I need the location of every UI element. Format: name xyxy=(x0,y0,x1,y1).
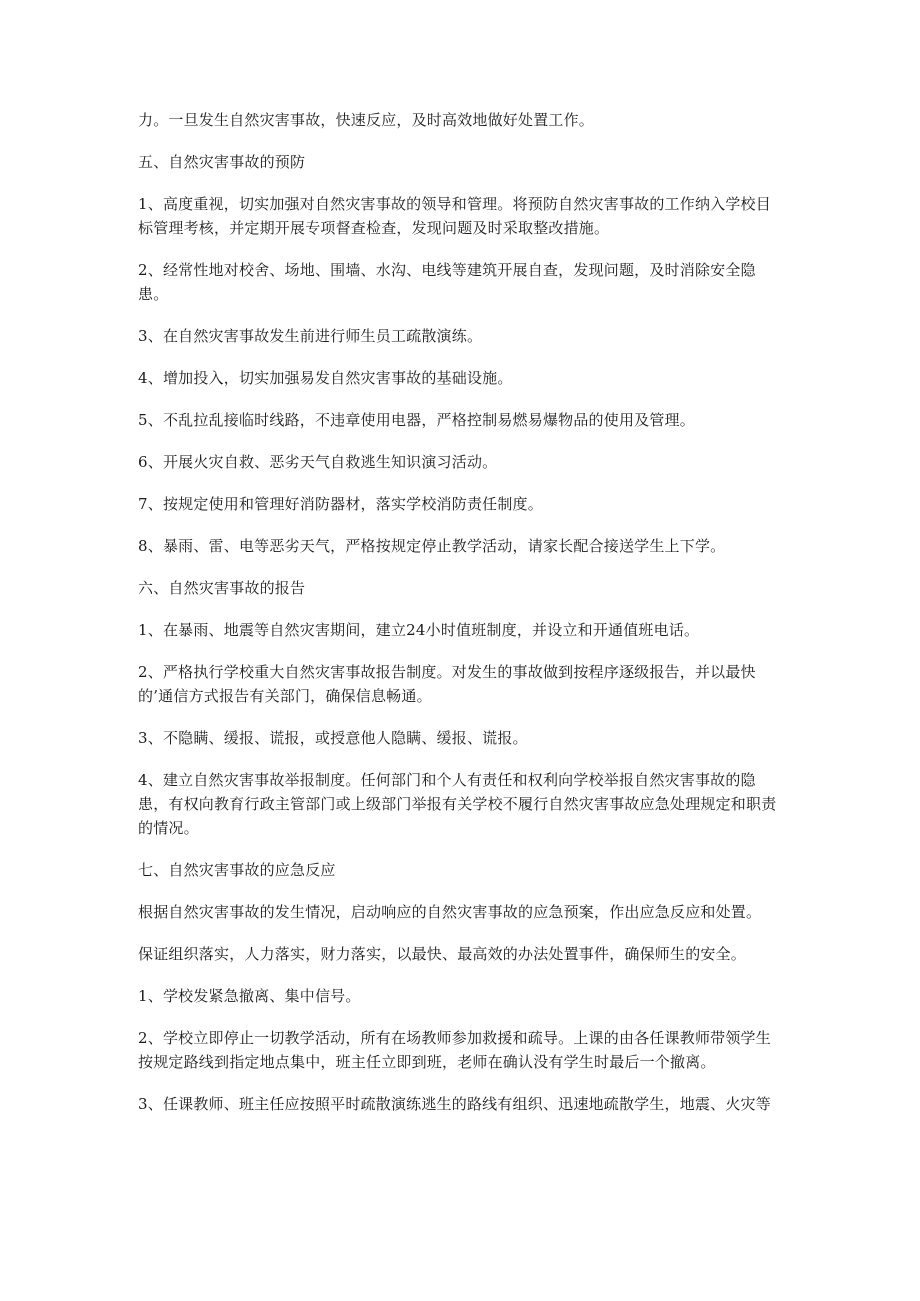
prevention-item-7: 7、按规定使用和管理好消防器材，落实学校消防责任制度。 xyxy=(138,495,543,513)
report-item-2: 2、严格执行学校重大自然灾害事故报告制度。对发生的事故做到按程序逐级报告，并以最快的’通信方式报告有关部门，确保信息畅通。 xyxy=(138,663,756,705)
document-body xyxy=(138,108,783,1134)
paragraph-continuation: 力。一旦发生自然灾害事故，快速反应，及时高效地做好处置工作。 xyxy=(138,111,595,129)
section-heading-emergency-response: 七、自然灾害事故的应急反应 xyxy=(138,861,336,879)
prevention-item-1: 1、高度重视，切实加强对自然灾害事故的领导和管理。将预防自然灾害事故的工作纳入学校目标管理考核，并定期开展专项督查检查，发现问题及时采取整改措施。 xyxy=(138,195,771,237)
emergency-intro-2: 保证组织落实，人力落实，财力落实，以最快、最高效的办法处置事件，确保师生的安全。 xyxy=(138,945,747,963)
prevention-item-3: 3、在自然灾害事故发生前进行师生员工疏散演练。 xyxy=(138,327,483,345)
report-item-4: 4、建立自然灾害事故举报制度。任何部门和个人有责任和权利向学校举报自然灾害事故的隐患，有权向教育行政主管部门或上级部门举报有关学校不履行自然灾害事故应急处理规定和职责的情况。 xyxy=(138,771,777,837)
report-item-3: 3、不隐瞒、缓报、谎报，或授意他人隐瞒、缓报、谎报。 xyxy=(138,729,528,747)
emergency-item-1: 1、学校发紧急撤离、集中信号。 xyxy=(138,987,361,1005)
emergency-intro-1: 根据自然灾害事故的发生情况，启动响应的自然灾害事故的应急预案，作出应急反应和处置。 xyxy=(138,903,762,921)
prevention-item-4: 4、增加投入，切实加强易发自然灾害事故的基础设施。 xyxy=(138,369,513,387)
prevention-item-2: 2、经常性地对校舍、场地、围墙、水沟、电线等建筑开展自查，发现问题，及时消除安全隐患。 xyxy=(138,261,756,303)
section-heading-report: 六、自然灾害事故的报告 xyxy=(138,579,306,597)
section-heading-prevention: 五、自然灾害事故的预防 xyxy=(138,153,306,171)
prevention-item-5: 5、不乱拉乱接临时线路，不违章使用电器，严格控制易燃易爆物品的使用及管理。 xyxy=(138,411,695,429)
prevention-item-6: 6、开展火灾自救、恶劣天气自救逃生知识演习活动。 xyxy=(138,453,498,471)
emergency-item-2: 2、学校立即停止一切教学活动，所有在场教师参加救援和疏导。上课的由各任课教师带领学生按规定路线到指定地点集中，班主任立即到班，老师在确认没有学生时最后一个撤离。 xyxy=(138,1029,771,1071)
prevention-item-8: 8、暴雨、雷、电等恶劣天气，严格按规定停止教学活动，请家长配合接送学生上下学。 xyxy=(138,537,726,555)
emergency-item-3: 3、任课教师、班主任应按照平时疏散演练逃生的路线有组织、迅速地疏散学生，地震、火灾等 xyxy=(138,1095,771,1113)
report-item-1: 1、在暴雨、地震等自然灾害期间，建立24小时值班制度，并设立和开通值班电话。 xyxy=(138,621,700,639)
